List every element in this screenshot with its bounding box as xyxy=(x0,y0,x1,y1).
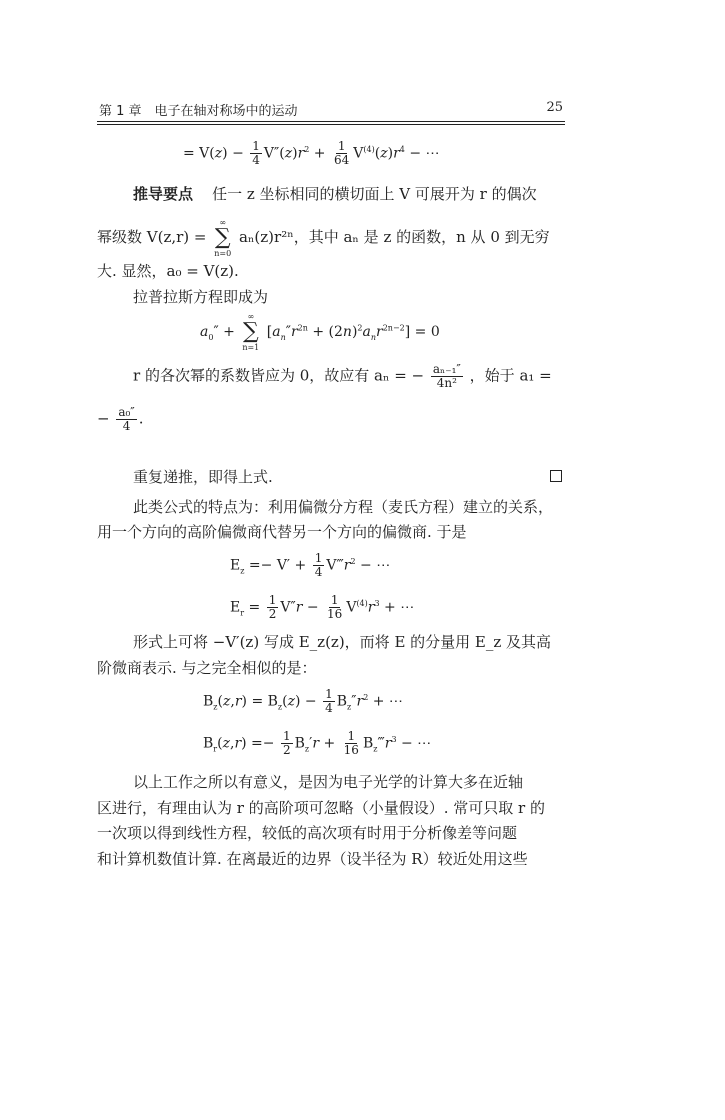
equation-bz: $B_z(z,r) = B_z(z)$ − $\frac{1}{4}$ $B_z''r^2$ + ⋯ xyxy=(203,687,403,715)
sum-symbol: ∞ ∑ n=0 xyxy=(214,218,232,258)
a1-fraction: $\frac{\text{a₀″}}{4}$ xyxy=(118,405,135,433)
paragraph-2: 拉普拉斯方程即成为 xyxy=(133,288,269,306)
paragraph-1a: 任一 z 坐标相同的横切面上 V 可展开为 r 的偶次 xyxy=(212,185,537,203)
header-rule-thin xyxy=(97,121,565,122)
equation-br: $B_r(z,r)$ =− $\frac{1}{2}$ $B_z'r$ + $\frac{1}{16}$ $B_z‴r^3$ − ⋯ xyxy=(203,729,432,757)
series-line xyxy=(97,218,550,258)
running-header xyxy=(97,98,565,118)
paragraph-7b: 区进行，有理由认为 r 的高阶项可忽略（小量假设）. 常可只取 r 的 xyxy=(97,799,545,817)
paragraph-1b-pre: 幂级数 V(z,r) = xyxy=(97,228,207,246)
coefficient-fraction: $\frac{\text{aₙ₋₁″}}{\text{4n²}}$ xyxy=(432,362,461,390)
paragraph-7a: 以上工作之所以有意义，是因为电子光学的计算大多在近轴 xyxy=(133,773,524,791)
header-rule-thick xyxy=(97,124,565,125)
sum-symbol: ∞ ∑ n=1 xyxy=(242,312,260,352)
qed-box xyxy=(550,470,562,482)
paragraph-6b: 阶微商表示. 与之完全相似的是： xyxy=(97,659,317,677)
equation-v-series: = V(z) − $\frac{1}{4}$ $V''(z)r^2$ + $\frac{1}{64}$ $V^{(4)}(z)r^4$ − ⋯ xyxy=(183,139,440,167)
equation-ez: $E_z =- V'$ + $\frac{1}{4}$ $V‴r^2$ − ⋯ xyxy=(230,551,391,579)
paragraph-6a: 形式上可将 −V′(z) 写成 E_z(z)，而将 E 的分量用 E_z 及其高 xyxy=(133,633,552,651)
paragraph-5b: 用一个方向的高阶偏微商代替另一个方向的偏微商. 于是 xyxy=(97,523,467,541)
equation-er: $E_r$ = $\frac{1}{2}$ V″r − $\frac{1}{16}$ $V^{(4)}r^3$ + ⋯ xyxy=(230,593,415,621)
key-point-label: 推导要点 xyxy=(133,185,194,203)
paragraph-7d: 和计算机数值计算. 在离最近的边界（设半径为 R）较近处用这些 xyxy=(97,850,528,868)
coefficient-line xyxy=(133,363,552,390)
paragraph-5a: 此类公式的特点为：利用偏微分方程（麦氏方程）建立的关系， xyxy=(133,498,554,516)
key-point-line xyxy=(133,184,537,204)
paragraph-3a: r 的各次幂的系数皆应为 0，故应有 aₙ = − xyxy=(133,366,425,385)
paragraph-1c: 大. 显然，a₀ = V(z). xyxy=(97,262,239,280)
a1-line: − $\frac{\text{a₀″}}{4}$ . xyxy=(97,405,144,433)
page-number: 25 xyxy=(546,100,563,115)
equation-laplace: $a_0''$ + ∞ ∑ n=1 $[a_n''r^{2n} + (2n)^2a_nr^{2n-2}] = 0$ xyxy=(200,312,440,352)
paragraph-4: 重复递推，即得上式. xyxy=(133,468,273,486)
paragraph-3-tail: ，始于 a₁ = xyxy=(469,366,552,385)
paragraph-1b-post: aₙ(z)r²ⁿ，其中 aₙ 是 z 的函数，n 从 0 到无穷 xyxy=(239,228,550,246)
chapter-title: 第 1 章 电子在轴对称场中的运动 xyxy=(99,104,298,119)
paragraph-7c: 一次项以得到线性方程，较低的高次项有时用于分析像差等问题 xyxy=(97,824,518,842)
